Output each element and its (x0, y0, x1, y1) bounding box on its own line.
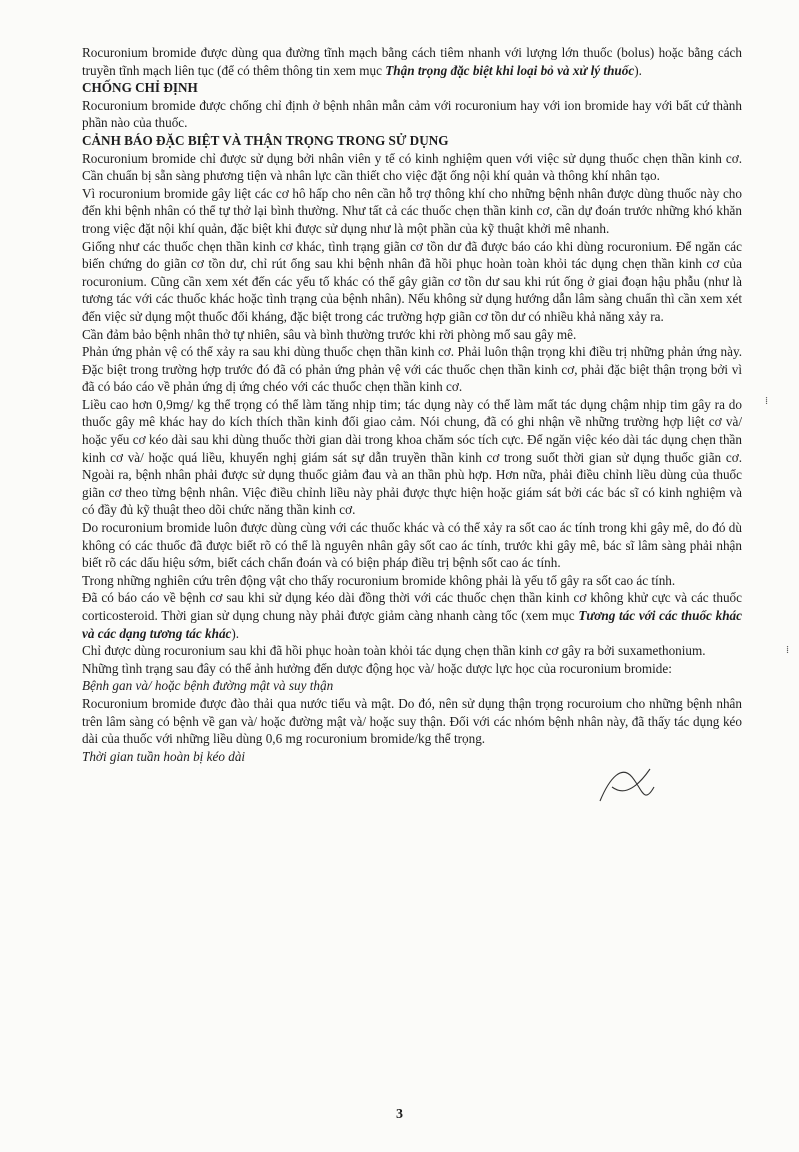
page-number: 3 (396, 1107, 403, 1122)
warnings-paragraph: Những tình trạng sau đây có thể ảnh hưởng đến dược động học và/ hoặc dược lực học của rocuronium bromide: (82, 660, 672, 676)
warnings-paragraph: Giống như các thuốc chẹn thần kinh cơ khác, tình trạng giãn cơ tồn dư đã được báo cáo khi dùng rocuronium. Để ngăn các biến chứng do giãn cơ tồn dư, chỉ rút ống sau khi bệnh nhân đã hồi phục hoàn toàn khỏi tác dụng chẹn thần kinh cơ của rocuronium. Cũng cần xem xét đến các yếu tố khác có thể gây giãn cơ tồn dư sau khi rút ống ở giai đoạn hậu phẫu (như là tương tác với các thuốc khác hoặc tình trạng của bệnh nhân). Nếu không sử dụng hướng dẫn lâm sàng chuẩn thì cần xem xét đến việc sử dụng một thuốc đối kháng, đặc biệt trong các trường hợp giãn cơ tồn dư có nhiều khả năng xảy ra. (82, 238, 742, 324)
warnings-paragraph: Cần đảm bảo bệnh nhân thở tự nhiên, sâu và bình thường trước khi rời phòng mổ sau gây mê. (82, 326, 577, 342)
warnings-paragraph: Vì rocuronium bromide gây liệt các cơ hô hấp cho nên cần hỗ trợ thông khí cho những bệnh nhân được dùng thuốc này cho đến khi bệnh nhân có thể tự thở lại bình thường. Như tất cả các thuốc chẹn thần kinh cơ, cần dự đoán trước những khó khăn trong việc đặt nội khí quản, đặc biệt khi được sử dụng như là một phần của kỹ thuật khởi mê nhanh. (82, 185, 742, 236)
warnings-paragraph: Phản ứng phản vệ có thể xảy ra sau khi dùng thuốc chẹn thần kinh cơ. Phải luôn thận trọng khi điều trị những phản ứng này. Đặc biệt trong trường hợp trước đó đã có phản ứng phản vệ với các thuốc chẹn thần kinh cơ, phải đặc biệt thận trọng bởi vì đã có báo cáo về phản ứng dị ứng chéo với các thuốc chẹn thần kinh cơ. (82, 344, 742, 395)
warnings-paragraph: Chỉ được dùng rocuronium sau khi đã hồi phục hoàn toàn khỏi tác dụng chẹn thần kinh cơ gây ra bởi suxamethonium. (82, 643, 706, 659)
contraindications-heading: CHỐNG CHỈ ĐỊNH (82, 80, 198, 96)
warnings-paragraph: Rocuronium bromide được đào thải qua nước tiểu và mật. Do đó, nên sử dụng thận trọng rocuroium cho những bệnh nhân trên lâm sàng có bệnh về gan và/ hoặc đường mật và/ hoặc suy thận. Đối với các nhóm bệnh nhân này, đã thấy tác dụng kéo dài của thuốc với những liều dùng 0,6 mg rocuronium bromide/kg thể trọng. (82, 695, 742, 747)
margin-mark: ⁞ (786, 644, 790, 656)
section-reference: Thận trọng đặc biệt khi loại bỏ và xử lý thuốc (385, 62, 635, 78)
warnings-paragraph: Liều cao hơn 0,9mg/ kg thể trọng có thể làm tăng nhịp tim; tác dụng này có thể làm mất tác dụng chậm nhịp tim gây ra do thuốc gây mê khác hay do kích thích thần kinh đối giao cảm. Nói chung, đã có ghi nhận về những trường hợp liệt cơ và/ hoặc yếu cơ kéo dài sau khi dùng thuốc thời gian dài trong khoa chăm sóc tích cực. Để ngăn việc kéo dài tác dụng chẹn thần kinh cơ và/ hoặc quá liều, khuyến nghị giám sát sự dẫn truyền thần kinh cơ trong suốt thời gian sử dụng thuốc giãn cơ. Ngoài ra, bệnh nhân phải được sử dụng thuốc giảm đau và an thần phù hợp. Hơn nữa, phải điều chỉnh liều dùng của thuốc giãn cơ theo từng bệnh nhân. Việc điều chỉnh liều này phải được thực hiện hoặc giám sát bởi các bác sĩ có kinh nghiệm và có đầy đủ kỹ thuật theo dõi chức năng thần kinh cơ. (82, 396, 742, 518)
intro-paragraph: Rocuronium bromide được dùng qua đường tĩnh mạch bằng cách tiêm nhanh với lượng lớn thuốc (bolus) hoặc bằng cách truyền tĩnh mạch liên tục (để có thêm thông tin xem mục Thận trọng đặc biệt khi loại bỏ và xử lý thuốc). (82, 45, 742, 78)
subheading-circulation: Thời gian tuần hoàn bị kéo dài (82, 748, 246, 764)
subheading-liver-kidney: Bệnh gan và/ hoặc bệnh đường mật và suy thận (82, 678, 334, 694)
contraindications-text: Rocuronium bromide được chống chỉ định ở bệnh nhân mẫn cảm với rocuronium hay với ion bromide hay với bất cứ thành phần nào của thuốc. (82, 97, 742, 131)
warnings-paragraph: Trong những nghiên cứu trên động vật cho thấy rocuronium bromide không phải là yếu tố gây ra sốt cao ác tính. (82, 572, 676, 588)
margin-mark: ⁞ (765, 395, 769, 407)
warnings-paragraph: Do rocuronium bromide luôn được dùng cùng với các thuốc khác và có thể xảy ra sốt cao ác tính trong khi gây mê, do đó dù không có các thuốc đã được biết rõ có thể là nguyên nhân gây sốt cao ác tính, trước khi gây mê, bác sĩ lâm sàng phải nhận biết rõ các dấu hiệu sớm, biết cách chẩn đoán và có biện pháp điều trị bệnh sốt cao ác tính. (82, 520, 742, 571)
document-body (82, 44, 742, 765)
warnings-paragraph: Rocuronium bromide chỉ được sử dụng bởi nhân viên y tế có kinh nghiệm quen với việc sử dụng thuốc chẹn thần kinh cơ. Cần chuẩn bị sẵn sàng phương tiện và nhân lực cần thiết cho việc đặt ống nội khí quản và thông khí nhân tạo. (82, 150, 742, 184)
section-reference: Tương tác với các thuốc khác và các dạng tương tác khác (82, 608, 742, 641)
warnings-paragraph: Đã có báo cáo về bệnh cơ sau khi sử dụng kéo dài đồng thời với các thuốc chẹn thần kinh cơ không khử cực và các thuốc corticosteroid. Thời gian sử dụng chung này phải được giảm càng nhanh càng tốc (xem mục Tương tác với các thuốc khác và các dạng tương tác khác). (82, 590, 742, 641)
warnings-heading: CẢNH BÁO ĐẶC BIỆT VÀ THẬN TRỌNG TRONG SỬ DỤNG (82, 132, 449, 148)
handwritten-signature (592, 757, 662, 817)
